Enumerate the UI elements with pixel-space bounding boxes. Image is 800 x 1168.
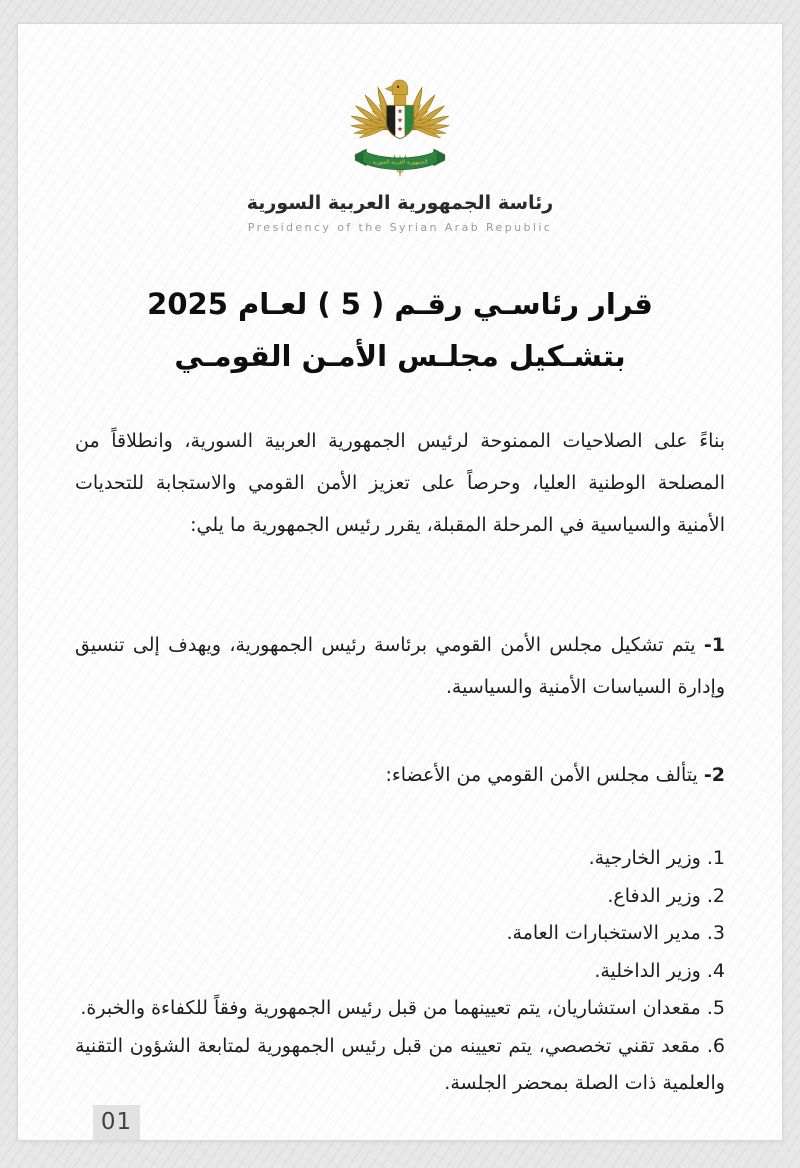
member-number: 3. [706, 922, 725, 944]
member-text: مدير الاستخبارات العامة. [506, 922, 701, 944]
clause-2 [75, 754, 725, 796]
member-item [75, 990, 725, 1028]
clause-1 [75, 624, 725, 708]
org-name-arabic: رئاسة الجمهورية العربية السورية [246, 192, 554, 214]
eagle-eye [397, 86, 399, 88]
decree-title-line2: بتشـكيل مجلـس الأمـن القومـي [174, 339, 626, 373]
preamble: بناءً على الصلاحيات الممنوحة لرئيس الجمهورية العربية السورية، وانطلاقاً من المصلحة الوطنية العليا، وحرصاً على تعزيز الأمن القومي والاستجابة للتحديات الأمنية والسياسية في المرحلة المقبلة، يقرر رئيس الجمهورية ما يلي: [75, 430, 725, 536]
org-name-english: Presidency of the Syrian Arab Republic [247, 221, 553, 234]
chest-shield [386, 105, 413, 138]
header [75, 24, 725, 234]
decree-title-line1: قرار رئاسـي رقـم ( 5 ) لعـام 2025 [147, 287, 653, 321]
members-list [75, 840, 725, 1103]
member-text: مقعد تقني تخصصي، يتم تعيينه من قبل رئيس الجمهورية لمتابعة الشؤون التقنية والعلمية ذات الصلة بمحضر الجلسة. [75, 1034, 725, 1094]
member-text: وزير الخارجية. [588, 847, 701, 869]
emblem-banner [355, 149, 445, 170]
clause-2-number: 2- [703, 764, 725, 786]
member-text: وزير الدفاع. [607, 884, 701, 907]
emblem-banner-text: الجمهورية العربية السورية [372, 159, 428, 166]
clause-2-text: يتألف مجلس الأمن القومي من الأعضاء: [385, 764, 698, 786]
member-text: مقعدان استشاريان، يتم تعيينهما من قبل رئيس الجمهورية وفقاً للكفاءة والخبرة. [80, 997, 701, 1019]
member-text: وزير الداخلية. [594, 959, 701, 982]
member-number: 2. [706, 884, 725, 907]
member-number: 1. [706, 847, 725, 869]
member-number: 4. [706, 959, 725, 982]
page-number-badge: 01 [93, 1105, 140, 1140]
clause-1-number: 1- [703, 634, 725, 656]
member-number: 5. [706, 997, 725, 1019]
decree-title [75, 278, 725, 382]
syrian-eagle-emblem [341, 76, 459, 178]
member-item [75, 915, 725, 953]
member-item [75, 878, 725, 916]
member-number: 6. [706, 1034, 725, 1057]
member-item [75, 840, 725, 878]
member-item [75, 1028, 725, 1103]
document-page [17, 23, 783, 1141]
clause-1-text: يتم تشكيل مجلس الأمن القومي برئاسة رئيس الجمهورية، ويهدف إلى تنسيق وإدارة السياسات الأمنية والسياسية. [75, 634, 725, 698]
member-item [75, 953, 725, 991]
